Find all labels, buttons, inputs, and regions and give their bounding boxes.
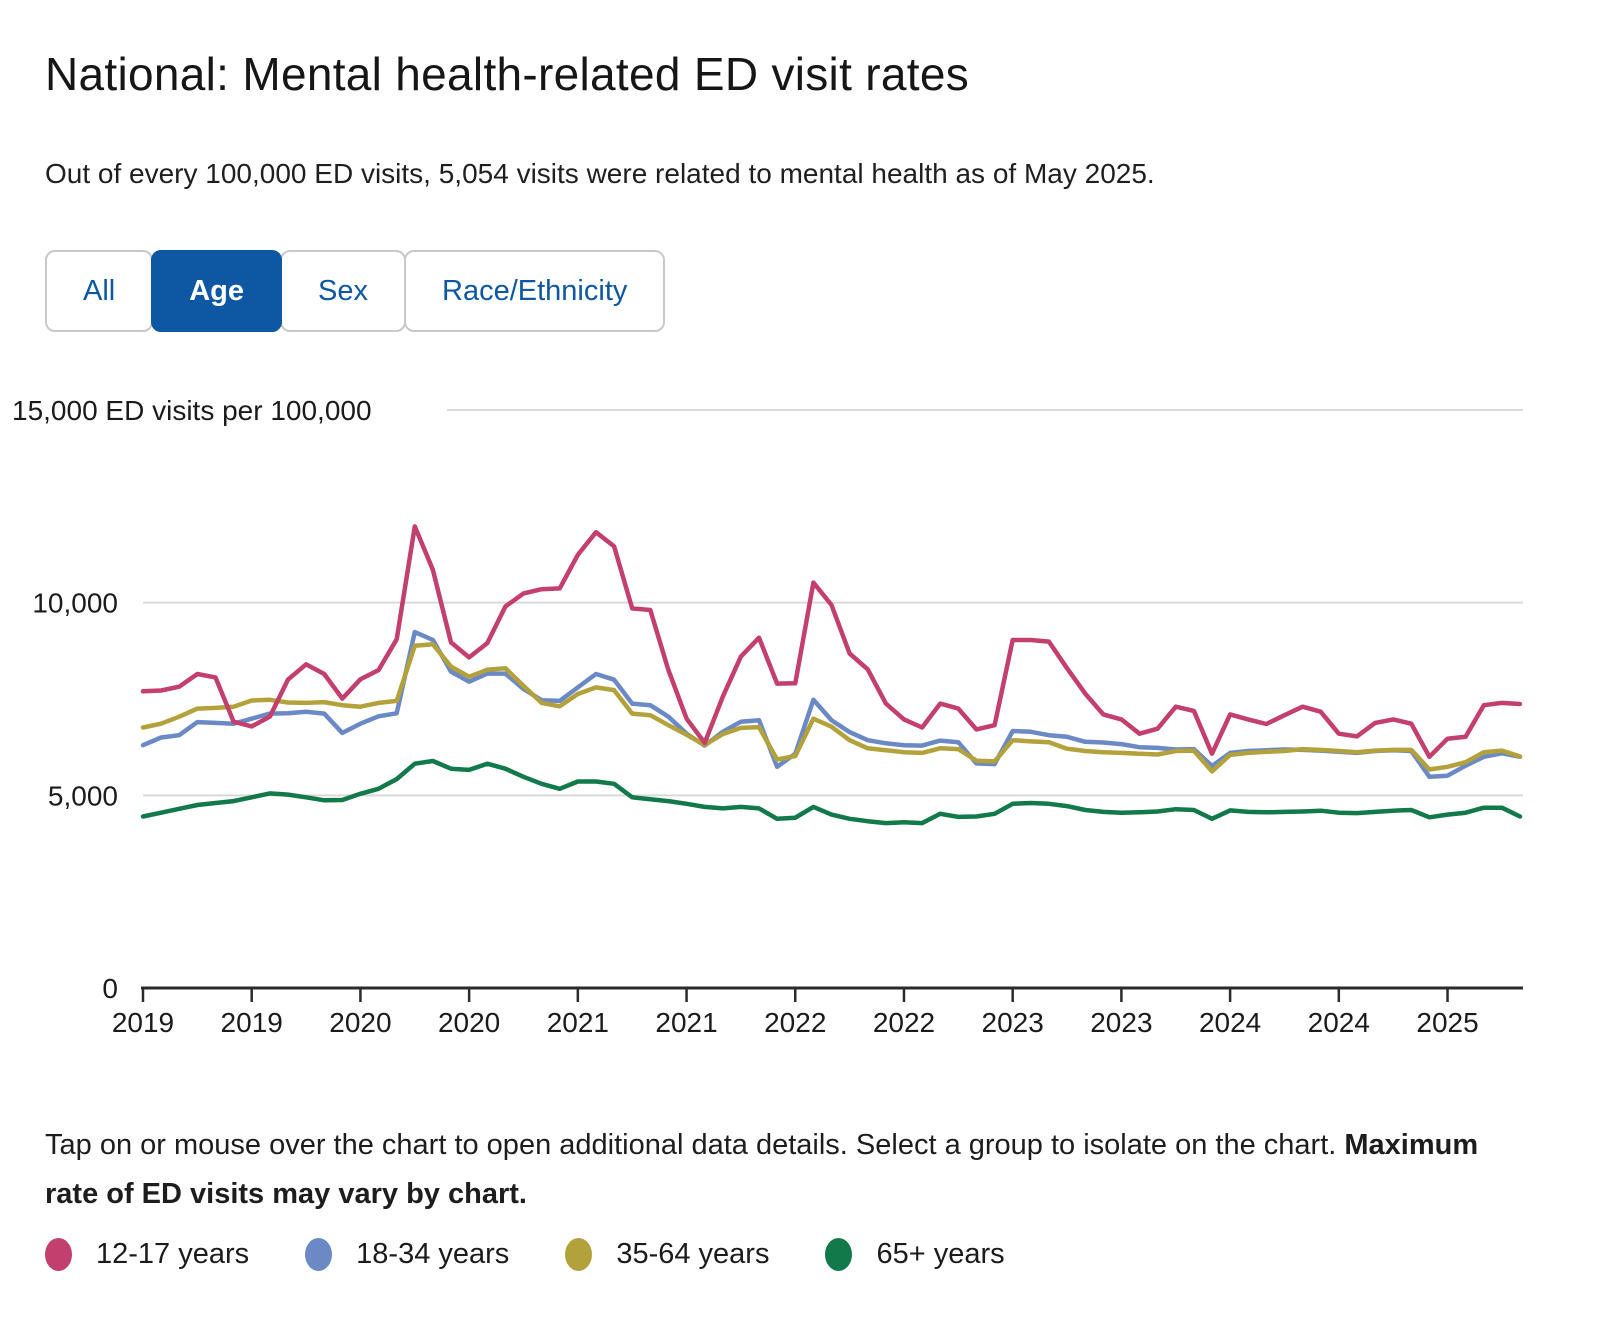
- x-tick-label: 2022: [764, 1007, 827, 1038]
- legend-label: 65+ years: [876, 1238, 1005, 1270]
- x-tick-label: 2025: [1416, 1007, 1479, 1038]
- x-tick-label: 2024: [1198, 1007, 1262, 1038]
- legend-item-65-years[interactable]: [825, 1238, 1004, 1271]
- x-tick-label: 2019: [111, 1007, 175, 1038]
- y-tick-label-10000: 10,000: [32, 587, 118, 619]
- ed-visit-rates-chart[interactable]: [0, 380, 1600, 1060]
- y-tick-label-0: 0: [102, 973, 118, 1004]
- tab-sex[interactable]: Sex: [280, 250, 406, 332]
- tab-all[interactable]: All: [45, 250, 153, 332]
- chart-subtitle: Out of every 100,000 ED visits, 5,054 visits were related to mental health as of May 2025.: [45, 158, 1155, 189]
- legend-swatch-35-64-years: [565, 1238, 592, 1271]
- x-tick-label: 2021: [546, 1007, 609, 1038]
- page-title: National: Mental health-related ED visit rates: [45, 47, 970, 100]
- footnote-bold-text: Maximum rate of ED visits may vary by chart.: [45, 1129, 1479, 1210]
- x-tick-label: 2020: [437, 1007, 501, 1038]
- tab-race-ethnicity[interactable]: Race/Ethnicity: [404, 250, 665, 332]
- footnote-regular-text: Tap on or mouse over the chart to open additional data details. Select a group to isolate on the chart.: [45, 1129, 1345, 1161]
- legend-swatch-65-years: [825, 1238, 852, 1271]
- legend-swatch-18-34-years: [305, 1238, 332, 1271]
- tab-age[interactable]: Age: [151, 250, 282, 332]
- legend-label: 18-34 years: [356, 1238, 510, 1270]
- x-tick-label: 2023: [981, 1007, 1044, 1038]
- legend-swatch-12-17-years: [45, 1238, 72, 1271]
- legend-label: 35-64 years: [616, 1238, 770, 1270]
- x-tick-label: 2024: [1307, 1007, 1370, 1038]
- y-axis-top-label: 15,000 ED visits per 100,000: [12, 395, 372, 426]
- x-tick-label: 2022: [872, 1007, 936, 1038]
- x-tick-label: 2023: [1090, 1007, 1153, 1038]
- y-tick-label-5000: 5,000: [47, 780, 118, 812]
- legend-item-35-64-years[interactable]: [565, 1238, 769, 1271]
- legend-label: 12-17 years: [96, 1238, 250, 1270]
- legend-item-12-17-years[interactable]: [45, 1238, 249, 1271]
- chart-footnote: [45, 1121, 1525, 1219]
- view-tabs: [45, 250, 665, 332]
- chart-legend: [45, 1238, 1005, 1271]
- legend-item-18-34-years[interactable]: [305, 1238, 509, 1271]
- line-65-years[interactable]: [143, 761, 1520, 823]
- x-tick-label: 2021: [655, 1007, 718, 1038]
- x-tick-label: 2019: [220, 1007, 283, 1038]
- x-tick-label: 2020: [329, 1007, 392, 1038]
